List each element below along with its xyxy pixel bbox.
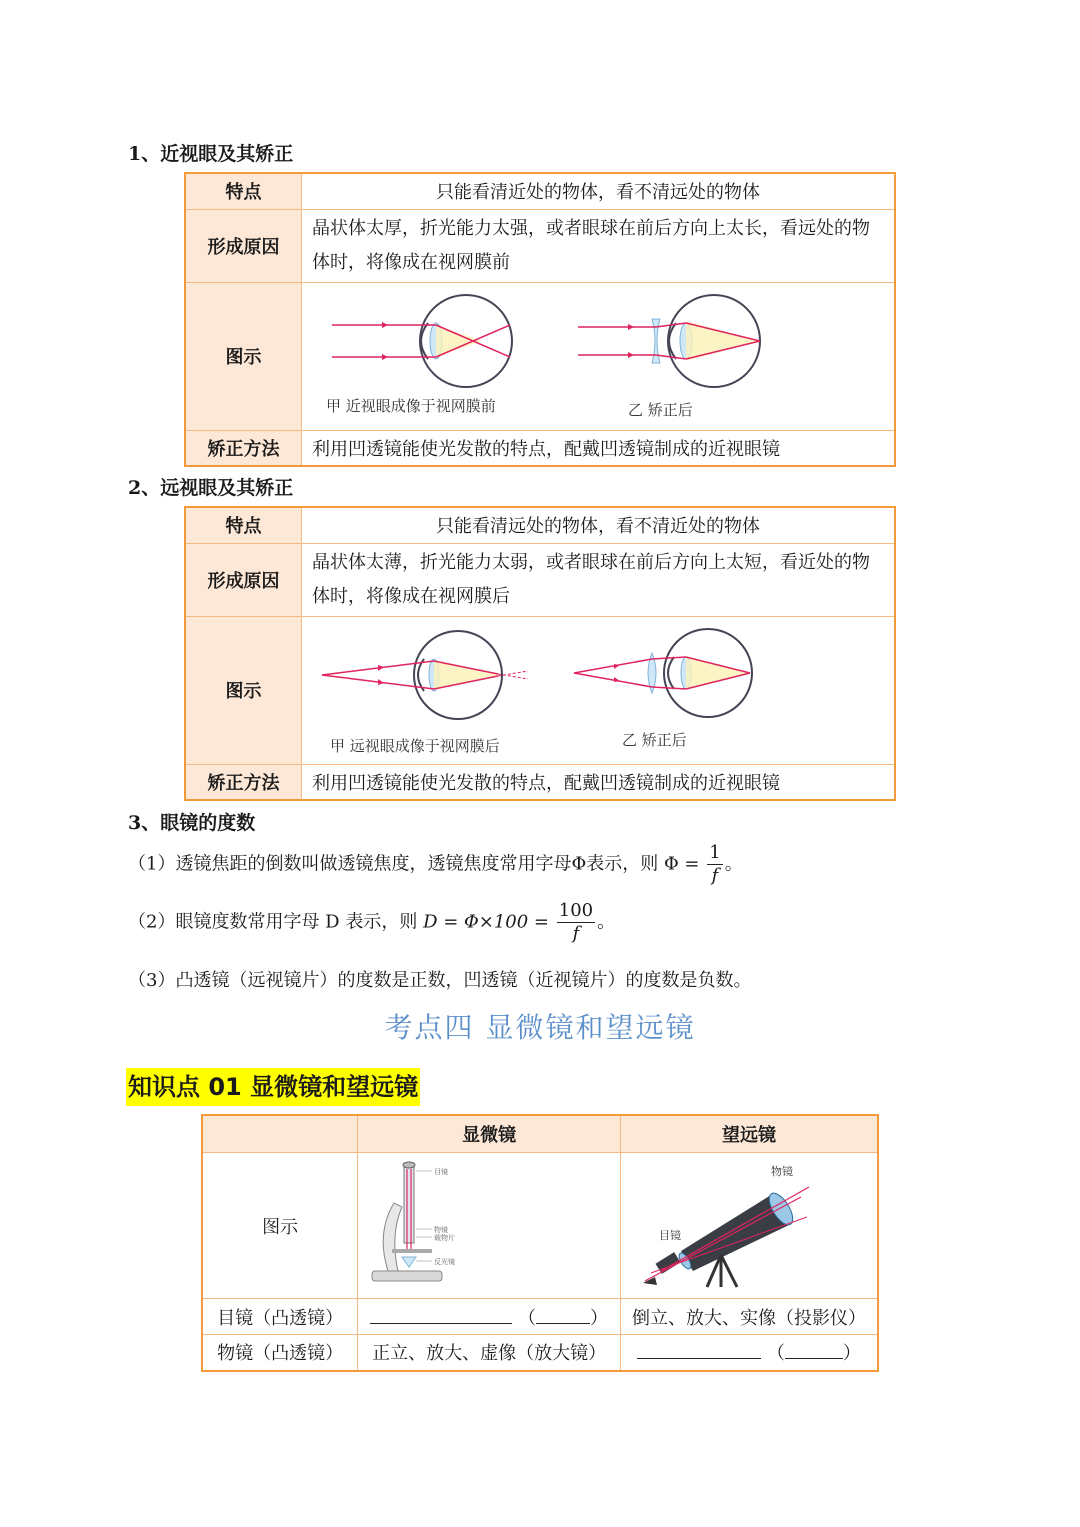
paren-open: （: [517, 1307, 536, 1329]
method-label: 矫正方法: [185, 764, 302, 800]
objective-tele-blank: [621, 1335, 879, 1371]
knowledge-point-title: 知识点 01 显微镜和望远镜: [126, 1068, 420, 1106]
formula-paragraph-1: [128, 842, 743, 887]
myopia-fig-a-caption: 甲 近视眼成像于视网膜前: [326, 396, 496, 415]
tele-label-objective: 物镜: [771, 1165, 793, 1178]
p2-formula-lhs: D = Φ×100 =: [423, 911, 550, 933]
telescope-illustration: [621, 1153, 877, 1293]
p1-denominator: f: [711, 865, 719, 886]
header-telescope: 望远镜: [621, 1115, 879, 1153]
fill-blank[interactable]: [370, 1305, 512, 1324]
myopia-eye-corrected: [578, 295, 760, 387]
section3-heading: 3、眼镜的度数: [128, 812, 256, 834]
cause-text: 晶状体太厚，折光能力太强，或者眼球在前后方向上太长，看远处的物体时，将像成在视网膜前: [302, 209, 896, 282]
micro-label-eyepiece: 目镜: [434, 1168, 449, 1176]
tele-label-eyepiece: 目镜: [659, 1229, 681, 1242]
telescope-cell: [621, 1153, 879, 1299]
hyperopia-table: [184, 506, 896, 801]
micro-label-objective: 物镜: [434, 1226, 449, 1234]
p1-text: （1）透镜焦距的倒数叫做透镜焦度，透镜焦度常用字母Φ表示，则: [128, 853, 659, 875]
eyepiece-micro-blank: [358, 1299, 621, 1335]
p1-period: 。: [724, 853, 743, 875]
method-text: 利用凹透镜能使光发散的特点，配戴凹透镜制成的近视眼镜: [302, 764, 896, 800]
microscope-cell: [358, 1153, 621, 1299]
p1-formula-lhs: Φ =: [663, 853, 700, 875]
cause-label: 形成原因: [185, 543, 302, 616]
p2-numerator: 100: [558, 900, 594, 921]
hyperopia-diagram: [302, 617, 894, 759]
myopia-eye-uncorrected: [332, 295, 512, 387]
hyperopia-fig-a-caption: 甲 远视眼成像于视网膜后: [330, 736, 500, 755]
header-microscope: 显微镜: [358, 1115, 621, 1153]
micro-label-stage: 载物片: [434, 1234, 456, 1242]
hyperopia-fig-b-caption: 乙 矫正后: [622, 730, 687, 749]
p2-fraction: [557, 900, 595, 945]
p2-denominator: f: [572, 923, 580, 944]
fill-blank-short[interactable]: [785, 1340, 843, 1359]
hyperopia-eye-uncorrected: [322, 631, 528, 719]
p2-period: 。: [597, 911, 616, 933]
feature-label: 特点: [185, 173, 302, 209]
p1-numerator: 1: [709, 842, 721, 863]
cause-text: 晶状体太薄，折光能力太弱，或者眼球在前后方向上太短，看近处的物体时，将像成在视网膜后: [302, 543, 896, 616]
hyperopia-eye-corrected: [574, 629, 752, 717]
p1-fraction: [707, 842, 722, 887]
micro-label-mirror: 反光镜: [434, 1258, 456, 1266]
paragraph-3: （3）凸透镜（远视镜片）的度数是正数，凹透镜（近视镜片）的度数是负数。: [128, 970, 752, 991]
hyperopia-diagram-cell: [302, 616, 896, 764]
section1-heading: 1、近视眼及其矫正: [128, 143, 294, 165]
feature-text: 只能看清远处的物体，看不清近处的物体: [302, 507, 896, 543]
header-empty: [202, 1115, 358, 1153]
feature-label: 特点: [185, 507, 302, 543]
method-label: 矫正方法: [185, 430, 302, 466]
eyepiece-label: 目镜（凸透镜）: [202, 1299, 358, 1335]
paren-close: ）: [589, 1307, 608, 1329]
diagram-label: 图示: [185, 616, 302, 764]
myopia-fig-b-caption: 乙 矫正后: [628, 400, 693, 419]
eyepiece-telescope: 倒立、放大、实像（投影仪）: [621, 1299, 879, 1335]
microscope-illustration: [358, 1153, 608, 1293]
fill-blank[interactable]: [637, 1340, 761, 1359]
myopia-table: [184, 172, 896, 467]
paren-open: （: [766, 1343, 785, 1365]
method-text: 利用凹透镜能使光发散的特点，配戴凹透镜制成的近视眼镜: [302, 430, 896, 466]
formula-paragraph-2: [128, 900, 615, 945]
cause-label: 形成原因: [185, 209, 302, 282]
myopia-diagram-cell: [302, 282, 896, 430]
diagram-label: 图示: [202, 1153, 358, 1299]
myopia-diagram: [302, 283, 894, 425]
paren-close: ）: [842, 1343, 861, 1365]
p2-text: （2）眼镜度数常用字母 D 表示，则: [128, 911, 418, 933]
kaodian-title: 考点四 显微镜和望远镜: [384, 1011, 696, 1044]
feature-text: 只能看清近处的物体，看不清远处的物体: [302, 173, 896, 209]
fill-blank-short[interactable]: [536, 1305, 590, 1324]
scope-table: [201, 1114, 879, 1372]
diagram-label: 图示: [185, 282, 302, 430]
section2-heading: 2、远视眼及其矫正: [128, 477, 294, 499]
objective-label: 物镜（凸透镜）: [202, 1335, 358, 1371]
objective-microscope: 正立、放大、虚像（放大镜）: [358, 1335, 621, 1371]
